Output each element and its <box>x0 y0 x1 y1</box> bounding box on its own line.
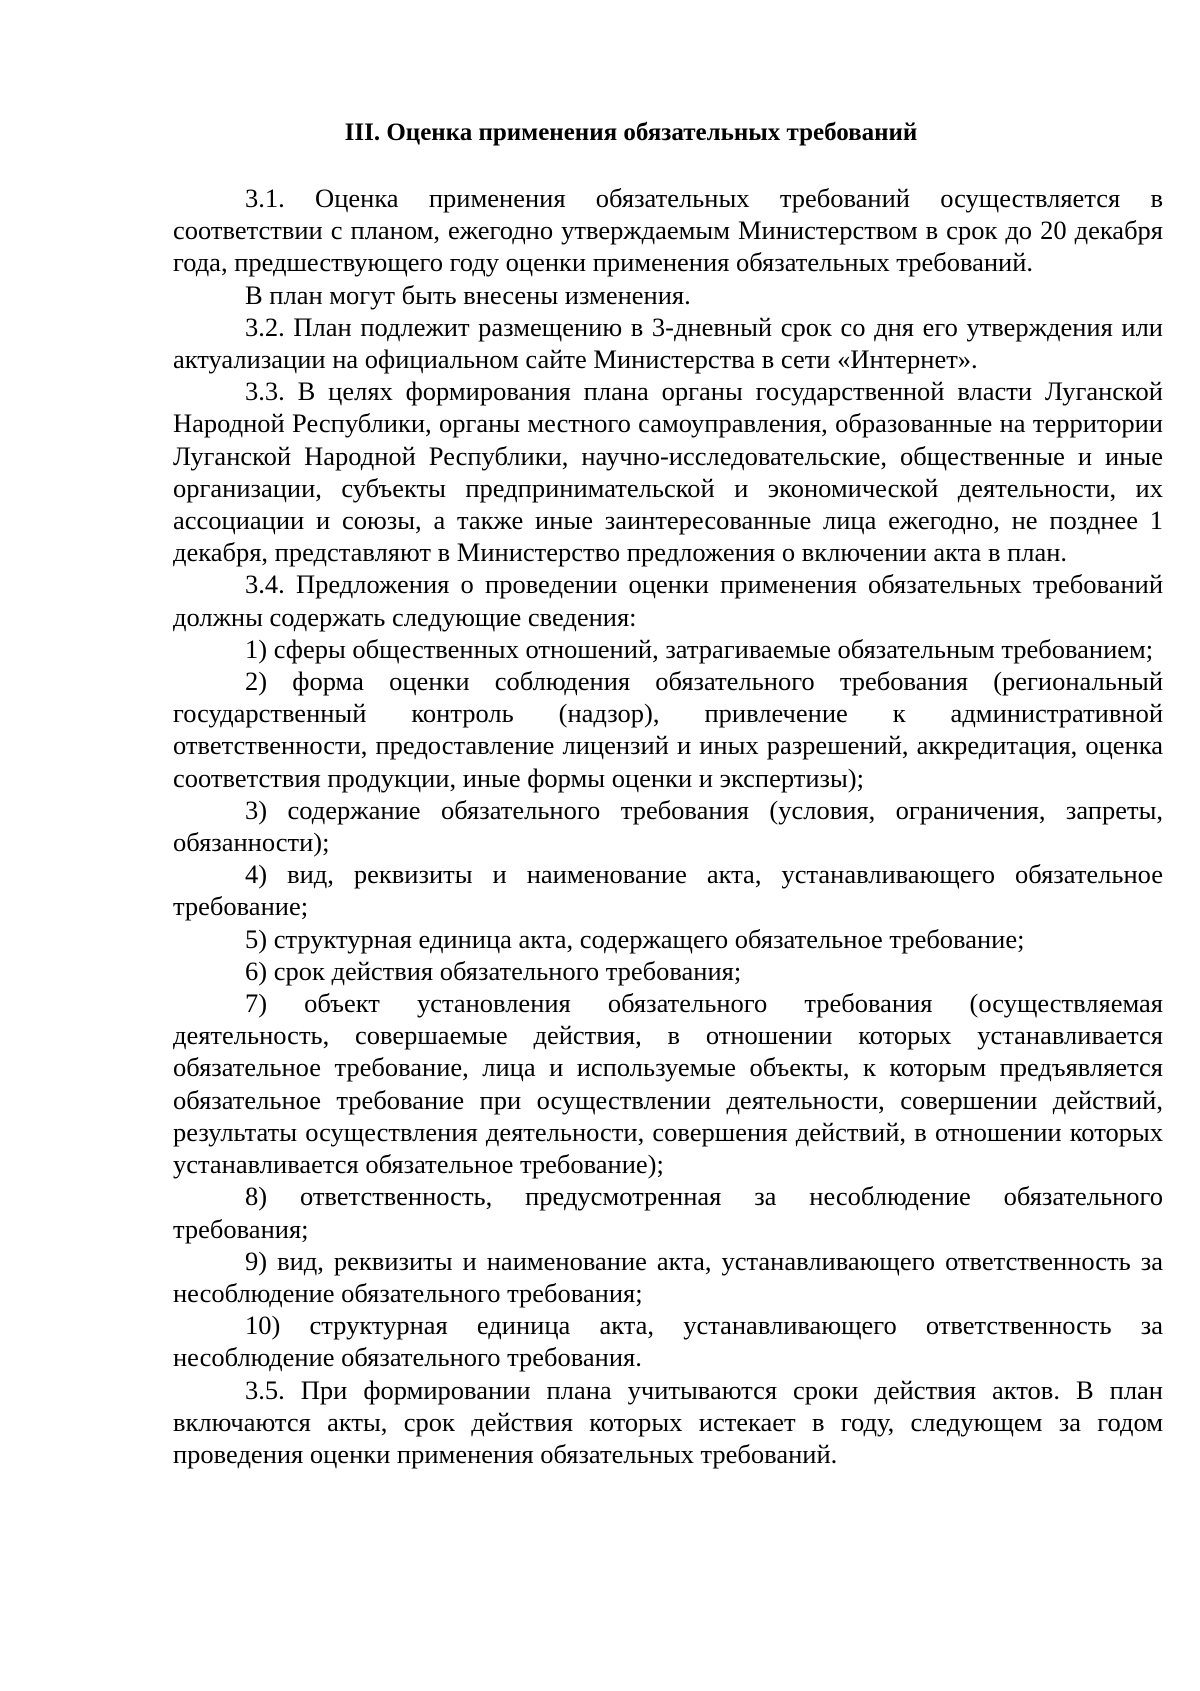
list-item-3: 3) содержание обязательного требования (условия, ограничения, запреты, обязанности); <box>173 794 1163 858</box>
list-item-4: 4) вид, реквизиты и наименование акта, устанавливающего обязательное требование; <box>173 859 1163 922</box>
section-heading: III. Оценка применения обязательных требований <box>344 119 918 146</box>
paragraph-3-4: 3.4. Предложения о проведении оценки применения обязательных требований должны содержать следующие сведения: <box>173 569 1163 632</box>
list-item-6: 6) срок действия обязательного требования; <box>245 955 742 986</box>
paragraph-3-1: 3.1. Оценка применения обязательных требований осуществляется в соответствии с планом, ежегодно утверждаемым Министерством в срок до 20 декабря года, предшествующего году оценки применения обязательных требований. <box>173 183 1163 278</box>
list-item-1: 1) сферы общественных отношений, затрагиваемые обязательным требованием; <box>245 633 1154 664</box>
paragraph-3-5: 3.5. При формировании плана учитываются сроки действия актов. В план включаются акты, срок действия которых истекает в году, следующем за годом проведения оценки применения обязательных требований. <box>173 1374 1163 1469</box>
paragraph-3-3: 3.3. В целях формирования плана органы государственной власти Луганской Народной Республики, органы местного самоуправления, образованные на территории Луганской Народной Республики, научно-исследовательские, общественные и иные организации, субъекты предпринимательской и экономической деятельности, их ассоциации и союзы, а также иные заинтересованные лица ежегодно, не позднее 1 декабря, представляют в Министерство предложения о включении акта в план. <box>173 376 1163 568</box>
paragraph-3-2: 3.2. План подлежит размещению в 3-дневный срок со дня его утверждения или актуализации на официальном сайте Министерства в сети «Интернет». <box>173 311 1163 375</box>
list-item-8: 8) ответственность, предусмотренная за несоблюдение обязательного требования; <box>173 1181 1163 1244</box>
list-item-9: 9) вид, реквизиты и наименование акта, устанавливающего ответственность за несоблюдение обязательного требования; <box>173 1245 1163 1308</box>
section-body <box>173 182 1163 1470</box>
list-item-7: 7) объект установления обязательного требования (осуществляемая деятельность, совершаемые действия, в отношении которых устанавливается обязательное требование, лица и используемые объекты, к которым предъявляется обязательное требование при осуществлении деятельности, совершении действий, результаты осуществления деятельности, совершения действий, в отношении которых устанавливается обязательное требование); <box>173 988 1163 1180</box>
list-item-10: 10) структурная единица акта, устанавливающего ответственность за несоблюдение обязательного требования. <box>173 1310 1163 1373</box>
list-item-2: 2) форма оценки соблюдения обязательного требования (региональный государственный контроль (надзор), привлечение к административной ответственности, предоставление лицензий и иных разрешений, аккредитация, оценка соответствия продукции, иные формы оценки и экспертизы); <box>173 666 1163 793</box>
list-item-5: 5) структурная единица акта, содержащего обязательное требование; <box>245 923 1025 954</box>
paragraph-plan-changes: В план могут быть внесены изменения. <box>245 279 691 310</box>
